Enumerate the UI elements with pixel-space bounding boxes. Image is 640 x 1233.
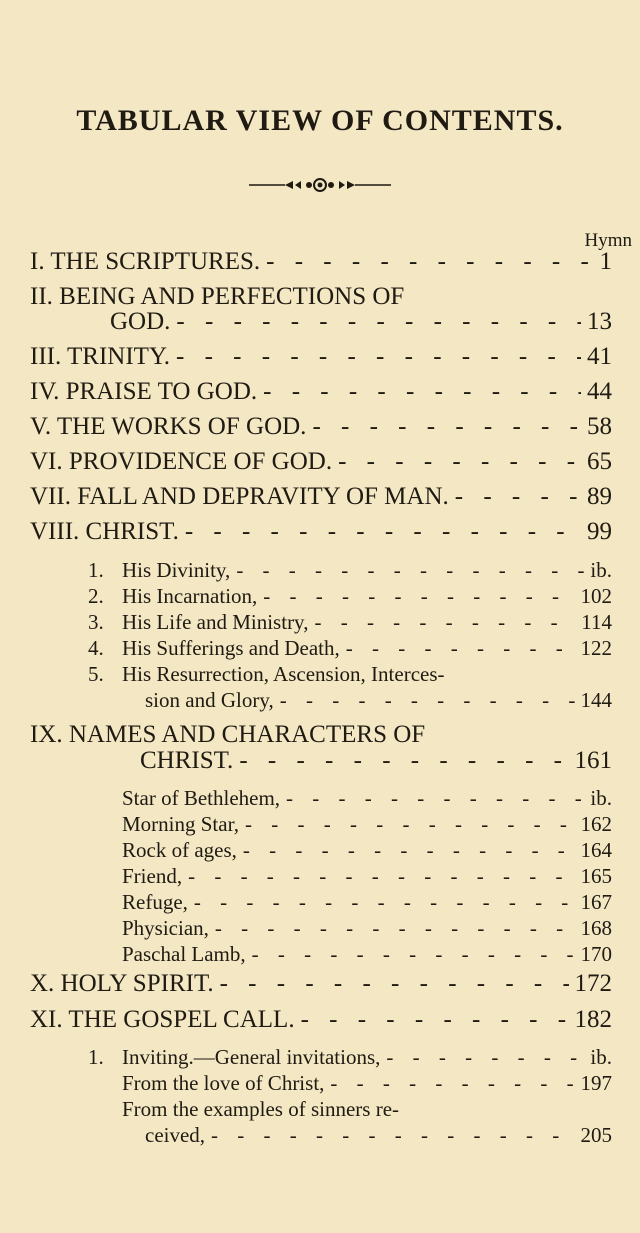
hymn-number: 13 <box>587 308 612 335</box>
hymn-number: 1 <box>599 248 612 275</box>
hymn-number: 114 <box>581 610 612 634</box>
toc-entry <box>30 413 612 443</box>
leader-dots <box>266 248 593 276</box>
ornament-svg <box>245 175 395 195</box>
toc-entry <box>30 378 612 408</box>
sub-entry-label: From the love of Christ, <box>122 1071 325 1095</box>
leader-dots <box>188 864 574 889</box>
hymn-number: ib. <box>590 786 612 810</box>
sub-entry-label: Physician, <box>122 916 209 940</box>
leader-dots <box>314 610 575 635</box>
toc-sub-entry <box>145 1123 612 1149</box>
toc-entry <box>30 448 612 478</box>
toc-sub-entry <box>122 786 612 812</box>
leader-dots <box>263 584 574 609</box>
entry-label: III. TRINITY. <box>30 343 171 370</box>
leader-dots <box>194 890 575 915</box>
toc-entry <box>30 1006 612 1036</box>
hymn-number: 162 <box>580 812 612 836</box>
sub-entry-label: His Life and Ministry, <box>122 610 309 634</box>
hymn-number: 102 <box>580 584 612 608</box>
leader-dots <box>280 688 575 713</box>
entry-label: II. BEING AND PERFECTIONS OF <box>30 283 405 310</box>
hymn-number: 99 <box>587 518 612 545</box>
hymn-number: ib. <box>590 1045 612 1069</box>
entry-label: I. THE SCRIPTURES. <box>30 248 261 275</box>
leader-dots <box>330 1071 574 1096</box>
hymn-number: 65 <box>587 448 612 475</box>
hymn-number: ib. <box>590 558 612 582</box>
entry-label: X. HOLY SPIRIT. <box>30 970 214 997</box>
hymn-number: 172 <box>574 970 612 997</box>
leader-dots <box>220 970 569 998</box>
leader-dots <box>286 786 584 811</box>
sub-entry-number: 2. <box>88 584 104 608</box>
toc-sub-entry <box>122 1045 612 1071</box>
hymn-number: 41 <box>587 343 612 370</box>
hymn-number: 122 <box>580 636 612 660</box>
sub-entry-label: His Divinity, <box>122 558 231 582</box>
sub-entry-label: His Sufferings and Death, <box>122 636 340 660</box>
sub-entry-number: 3. <box>88 610 104 634</box>
hymn-number: 44 <box>587 378 612 405</box>
hymn-number: 167 <box>580 890 612 914</box>
sub-entry-number: 5. <box>88 662 104 686</box>
entry-label-continued: GOD. <box>110 308 171 335</box>
sub-entry-label: Rock of ages, <box>122 838 237 862</box>
hymn-number: 89 <box>587 483 612 510</box>
leader-dots <box>245 812 575 837</box>
leader-dots <box>185 518 581 546</box>
hymn-number: 170 <box>580 942 612 966</box>
leader-dots <box>252 942 575 967</box>
hymn-number: 144 <box>580 688 612 712</box>
toc-sub-entry <box>122 1071 612 1097</box>
toc-sub-entry <box>122 942 612 968</box>
toc-entry <box>30 970 612 1000</box>
entry-label: XI. THE GOSPEL CALL. <box>30 1006 295 1033</box>
entry-label: IX. NAMES AND CHARACTERS OF <box>30 721 426 748</box>
sub-entry-number: 4. <box>88 636 104 660</box>
entry-label: VIII. CHRIST. <box>30 518 179 545</box>
sub-entry-label: Paschal Lamb, <box>122 942 246 966</box>
entry-label: VI. PROVIDENCE OF GOD. <box>30 448 333 475</box>
sub-entry-label: From the examples of sinners re- <box>122 1097 400 1121</box>
hymn-number: 205 <box>580 1123 612 1147</box>
leader-dots <box>312 413 581 441</box>
sub-entry-label: Star of Bethlehem, <box>122 786 281 810</box>
sub-entry-label: Refuge, <box>122 890 188 914</box>
toc-sub-entry <box>122 916 612 942</box>
leader-dots <box>176 308 581 336</box>
toc-sub-entry <box>122 558 612 584</box>
toc-sub-entry <box>145 688 612 714</box>
leader-dots <box>301 1006 569 1034</box>
leader-dots <box>346 636 575 661</box>
toc-sub-entry <box>122 636 612 662</box>
entry-label-continued: CHRIST. <box>140 747 234 774</box>
hymn-column-header: Hymn <box>584 230 632 251</box>
leader-dots <box>263 378 581 406</box>
toc-sub-entry <box>122 890 612 916</box>
toc-entry <box>30 518 612 548</box>
toc-entry <box>30 248 612 278</box>
hymn-number: 165 <box>580 864 612 888</box>
leader-dots <box>176 343 581 371</box>
sub-entry-number: 1. <box>88 1045 104 1069</box>
toc-entry <box>110 308 612 338</box>
sub-entry-label: Inviting.—General invitations, <box>122 1045 381 1069</box>
sub-entry-number: 1. <box>88 558 104 582</box>
hymn-number: 168 <box>580 916 612 940</box>
leader-dots <box>211 1123 574 1148</box>
toc-entry <box>140 747 612 777</box>
leader-dots <box>386 1045 584 1070</box>
hymn-number: 58 <box>587 413 612 440</box>
sub-entry-label: His Resurrection, Ascension, Interces- <box>122 662 445 686</box>
hymn-number: 164 <box>580 838 612 862</box>
toc-sub-entry <box>122 838 612 864</box>
toc-entry <box>30 343 612 373</box>
sub-entry-label-continued: sion and Glory, <box>145 688 274 712</box>
leader-dots <box>338 448 581 476</box>
entry-label: V. THE WORKS OF GOD. <box>30 413 307 440</box>
hymn-number: 197 <box>580 1071 612 1095</box>
entry-label: IV. PRAISE TO GOD. <box>30 378 258 405</box>
toc-sub-entry <box>122 864 612 890</box>
sub-entry-label: Friend, <box>122 864 183 888</box>
leader-dots <box>239 747 568 775</box>
page-title: TABULAR VIEW OF CONTENTS. <box>76 104 564 137</box>
entry-label: VII. FALL AND DEPRAVITY OF MAN. <box>30 483 449 510</box>
leader-dots <box>236 558 584 583</box>
sub-entry-label-continued: ceived, <box>145 1123 206 1147</box>
leader-dots <box>215 916 575 941</box>
toc-sub-entry <box>122 812 612 838</box>
toc-sub-entry <box>122 584 612 610</box>
decorative-rule-ornament-icon <box>0 171 640 199</box>
hymn-number: 182 <box>574 1006 612 1033</box>
hymn-number: 161 <box>574 747 612 774</box>
toc-sub-entry <box>122 610 612 636</box>
leader-dots <box>243 838 575 863</box>
leader-dots <box>455 483 581 511</box>
sub-entry-label: Morning Star, <box>122 812 239 836</box>
sub-entry-label: His Incarnation, <box>122 584 258 608</box>
toc-entry <box>30 483 612 513</box>
